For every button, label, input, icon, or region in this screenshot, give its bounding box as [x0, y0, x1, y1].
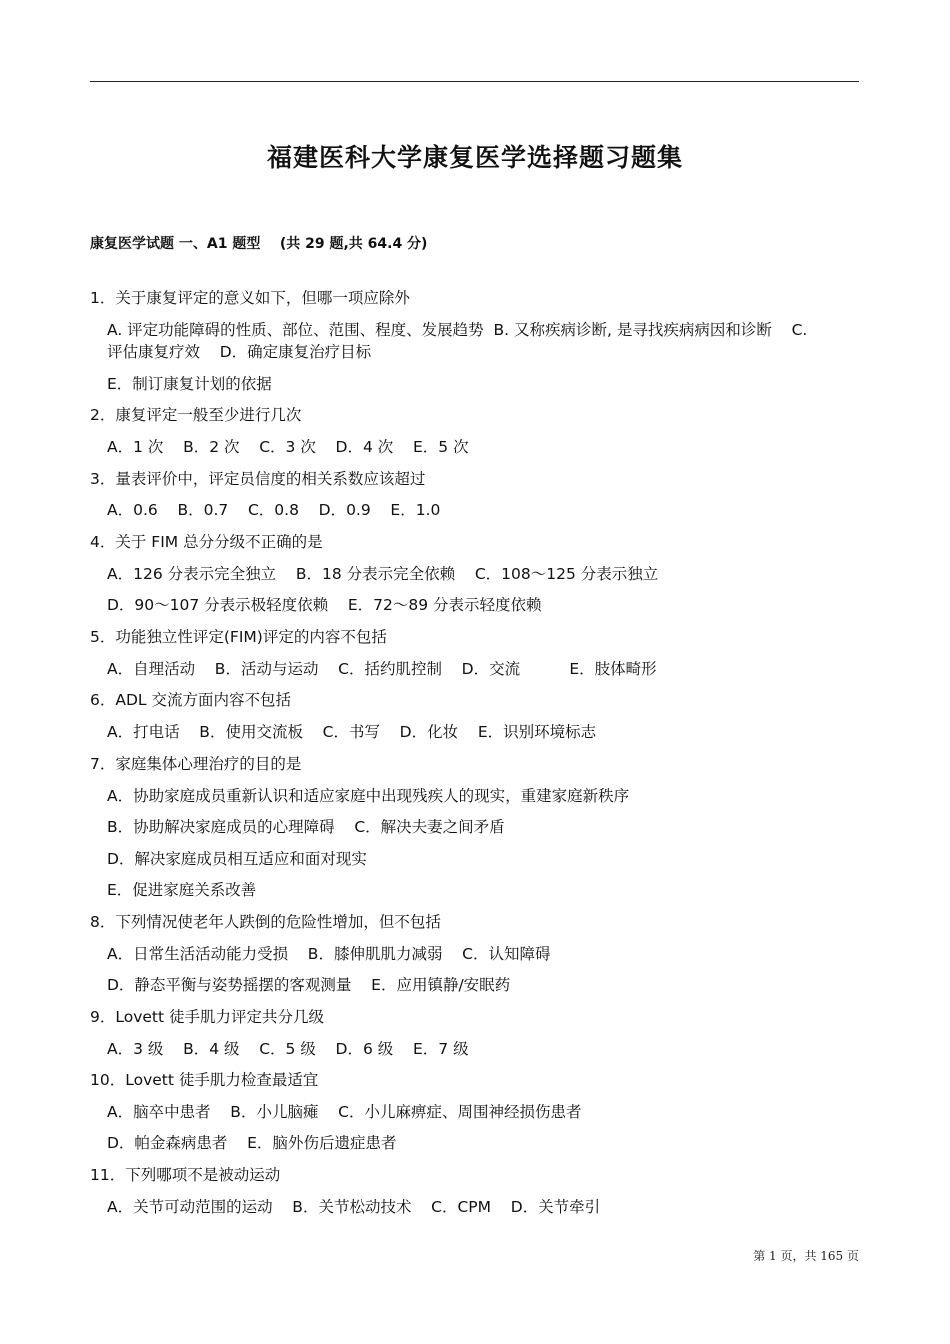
option-line: A．打电话 B．使用交流板 C．书写 D．化妆 E．识别环境标志 — [107, 723, 597, 741]
option-line: A．1 次 B．2 次 C．3 次 D．4 次 E．5 次 — [107, 438, 469, 456]
option-line: A. 评定功能障碍的性质、部位、范围、程度、发展趋势 B. 又称疾病诊断, 是寻找疾病病因和诊断 C. — [107, 321, 808, 339]
option-line: D．90～107 分表示极轻度依赖 E．72～89 分表示轻度依赖 — [107, 596, 542, 614]
option-line: A．协助家庭成员重新认识和适应家庭中出现残疾人的现实，重建家庭新秩序 — [107, 787, 630, 805]
option-line: A．日常生活活动能力受损 B．膝伸肌肌力减弱 C．认知障碍 — [107, 945, 551, 963]
option-line: A．关节可动范围的运动 B．关节松动技术 C．CPM D．关节牵引 — [107, 1198, 601, 1216]
question-line: 3．量表评价中，评定员信度的相关系数应该超过 — [90, 470, 426, 488]
option-line: A．脑卒中患者 B．小儿脑瘫 C．小儿麻痹症、周围神经损伤患者 — [107, 1103, 582, 1121]
question-line: 6．ADL 交流方面内容不包括 — [90, 691, 291, 709]
question-line: 7．家庭集体心理治疗的目的是 — [90, 755, 302, 773]
option-line: D．静态平衡与姿势摇摆的客观测量 E．应用镇静/安眠药 — [107, 976, 511, 994]
option-line: E．制订康复计划的依据 — [107, 375, 272, 393]
question-line: 8．下列情况使老年人跌倒的危险性增加，但不包括 — [90, 913, 441, 931]
question-line: 2．康复评定一般至少进行几次 — [90, 406, 302, 424]
header-rule — [90, 81, 859, 82]
option-line: 评估康复疗效 D．确定康复治疗目标 — [107, 343, 372, 361]
question-line: 1．关于康复评定的意义如下，但哪一项应除外 — [90, 289, 410, 307]
option-line: B．协助解决家庭成员的心理障碍 C．解决夫妻之间矛盾 — [107, 818, 505, 836]
question-line: 9．Lovett 徒手肌力评定共分几级 — [90, 1008, 324, 1026]
option-line: A．126 分表示完全独立 B．18 分表示完全依赖 C．108～125 分表示独立 — [107, 565, 659, 583]
document-title: 福建医科大学康复医学选择题习题集 — [266, 143, 683, 172]
option-line: D．解决家庭成员相互适应和面对现实 — [107, 850, 367, 868]
question-line: 5．功能独立性评定(FIM)评定的内容不包括 — [90, 628, 387, 646]
section-heading: 康复医学试题 一、A1 题型 (共 29 题,共 64.4 分) — [90, 236, 428, 252]
question-line: 11．下列哪项不是被动运动 — [90, 1166, 281, 1184]
option-line: A．0.6 B．0.7 C．0.8 D．0.9 E．1.0 — [107, 501, 441, 519]
page-footer: 第 1 页，共 165 页 — [753, 1249, 859, 1263]
option-line: A．自理活动 B．活动与运动 C．括约肌控制 D．交流 E．肢体畸形 — [107, 660, 657, 678]
question-line: 4．关于 FIM 总分分级不正确的是 — [90, 533, 323, 551]
option-line: A．3 级 B．4 级 C．5 级 D．6 级 E．7 级 — [107, 1040, 469, 1058]
question-line: 10．Lovett 徒手肌力检查最适宜 — [90, 1071, 319, 1089]
option-line: D．帕金森病患者 E．脑外伤后遗症患者 — [107, 1134, 397, 1152]
option-line: E．促进家庭关系改善 — [107, 881, 257, 899]
